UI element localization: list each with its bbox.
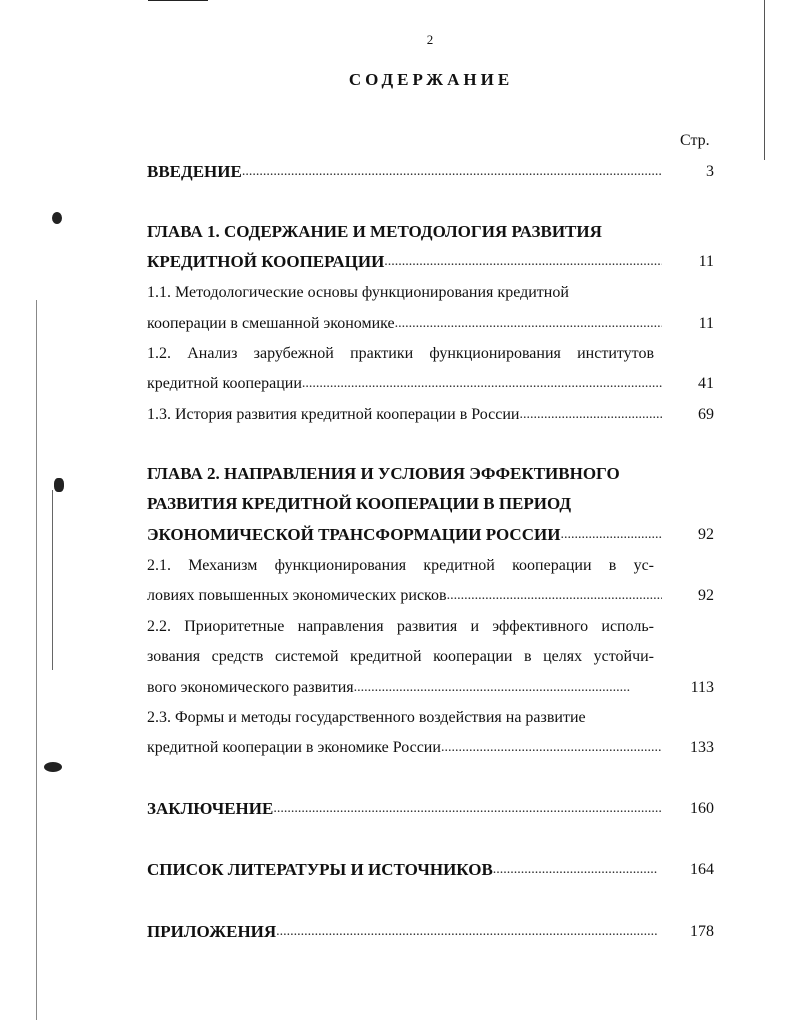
toc-entry-chapter-1-line-1[interactable] [147,219,714,245]
toc-entry-title: вого экономического развития [147,679,354,696]
toc-page-number: 92 [698,526,714,543]
toc-entry-1-2-line-2[interactable] [147,371,714,397]
toc-page-number: 113 [690,679,714,696]
toc-entry-bibliography[interactable] [147,857,714,883]
toc-entry-2-2-line-3[interactable] [147,675,714,701]
toc-entry-title: 1.3. История развития кредитной кооперации в России [147,406,520,423]
leader-dots [242,159,662,185]
toc-page-number: 178 [690,923,714,940]
toc-entry-2-1-line-2[interactable] [147,583,714,609]
toc-entry-title: 2.1. Механизм функционирования кредитной кооперации в ус- [147,557,654,574]
leader-dots [441,735,662,761]
toc-entry-conclusion[interactable] [147,796,714,822]
toc-entry-title: кооперации в смешанной экономике [147,315,395,332]
toc-entry-title: 2.2. Приоритетные направления развития и эффективного исполь- [147,618,654,635]
toc-page-number: 11 [698,253,714,270]
toc-entry-title: ЭКОНОМИЧЕСКОЙ ТРАНСФОРМАЦИИ РОССИИ [147,525,561,544]
toc-page-number: 41 [698,375,714,392]
page-column-label: Стр. [680,132,710,149]
leader-dots [302,371,662,397]
toc-page-number: 92 [698,587,714,604]
toc-entry-title: кредитной кооперации в экономике России [147,739,441,756]
leader-dots [354,675,630,701]
scan-mark-left-3 [44,762,62,772]
scan-mark-left-2 [54,478,64,492]
toc-page-number: 3 [706,163,714,180]
toc-entry-title: ГЛАВА 2. НАПРАВЛЕНИЯ И УСЛОВИЯ ЭФФЕКТИВНОГО [147,464,620,483]
toc-entry-title: зования средств системой кредитной кооперации в целях устойчи- [147,648,654,665]
leader-dots [520,402,663,428]
leader-dots [560,522,662,548]
page-number: 2 [426,32,434,47]
toc-entry-title: ПРИЛОЖЕНИЯ [147,922,277,941]
toc-entry-chapter-2-line-1[interactable] [147,461,714,487]
toc-entry-title: 2.3. Формы и методы государственного воздействия на развитие [147,709,586,726]
toc-entry-1-1-line-1[interactable] [147,280,714,306]
leader-dots [493,857,657,883]
toc-entry-title: ЗАКЛЮЧЕНИЕ [147,799,274,818]
leader-dots [395,311,662,337]
toc-entry-2-1-line-1[interactable] [147,553,714,579]
toc-entry-title: ВВЕДЕНИЕ [147,162,242,181]
toc-entry-chapter-1-line-2[interactable] [147,249,714,275]
toc-entry-1-3[interactable] [147,402,714,428]
leader-dots [276,919,657,945]
toc-entry-title: РАЗВИТИЯ КРЕДИТНОЙ КООПЕРАЦИИ В ПЕРИОД [147,494,572,513]
toc-page-number: 69 [698,406,714,423]
toc-entry-title: ГЛАВА 1. СОДЕРЖАНИЕ И МЕТОДОЛОГИЯ РАЗВИТИЯ [147,222,602,241]
leader-dots [447,583,662,609]
toc-entry-chapter-2-line-3[interactable] [147,522,714,548]
toc-entry-title: ловиях повышенных экономических рисков [147,587,447,604]
toc-entry-1-2-line-1[interactable] [147,341,714,367]
toc-entry-title: кредитной кооперации [147,375,302,392]
toc-page-number: 164 [690,861,714,878]
toc-entry-appendices[interactable] [147,919,714,945]
scan-mark-left-1 [52,212,62,224]
toc-page-number: 133 [690,739,714,756]
toc-page-number: 160 [690,800,714,817]
toc-entry-title: СПИСОК ЛИТЕРАТУРЫ И ИСТОЧНИКОВ [147,860,493,879]
toc-entry-chapter-2-line-2[interactable] [147,491,714,517]
toc-entry-2-3-line-2[interactable] [147,735,714,761]
toc-entry-2-2-line-2[interactable] [147,644,714,670]
toc-entry-1-1-line-2[interactable] [147,311,714,337]
scan-mark-left-line [52,490,53,670]
toc-entry-introduction[interactable] [147,159,714,185]
leader-dots [384,249,662,275]
toc-entry-2-2-line-1[interactable] [147,614,714,640]
toc-page-number: 11 [698,315,714,332]
leader-dots [273,796,662,822]
toc-entry-title: КРЕДИТНОЙ КООПЕРАЦИИ [147,252,385,271]
scan-mark-left-edge [36,300,37,1020]
toc-entry-2-3-line-1[interactable] [147,705,714,731]
toc-entry-title: 1.2. Анализ зарубежной практики функционирования институтов [147,345,654,362]
scan-mark-top [148,0,208,1]
toc-entry-title: 1.1. Методологические основы функционирования кредитной [147,284,569,301]
page-title: СОДЕРЖАНИЕ [348,70,514,89]
